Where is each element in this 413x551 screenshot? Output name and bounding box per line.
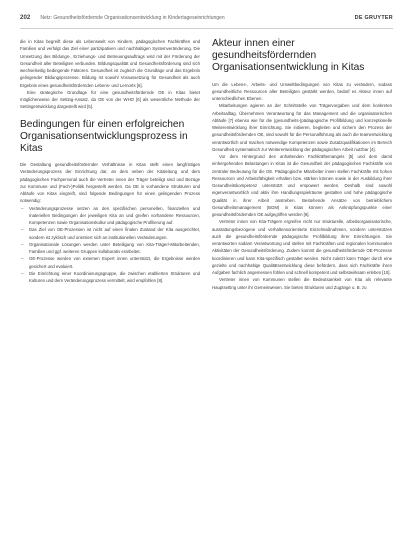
paragraph: Eine strategische Grundlage für eine gesundheitsfördernde OE in Kitas bietet möglicherweise der Setting-Ansatz, da OE von der WHO [6] als wesentliche Methode der Settingentwicklung dargestellt wird [5].	[20, 89, 200, 110]
list-item: – Organisationale Lösungen werden unter Beteiligung von Kita-Träger/-Mitarbeitenden, Familien und ggf. weiteren Gruppen kollaborativ erarbeitet.	[20, 241, 200, 256]
publisher-logo: DE GRUYTER	[354, 15, 393, 21]
paragraph: Vertreter innen von Kita-Trägern ergreifen nicht nur strukturelle, arbeitsorganisatorische, ausstattungsbezogene und verhaltensorientierte Einzelmaßnahmen, sondern unterstützen auch die gesundheitsfördernde pädagogische Profilbildung ihrer Einrichtungen. Sie verantworten sodann Verantwortung und stellen mit Fachkräften und regionalen kommunalen Aktivitäten der Gesundheitsförderung. Zudem kommt die gesundheitsfördernde OE-Prozesse koordinieren und kann Kita-spezifisch gestaltet werden. Nicht zuletzt kann Träger durch eine gezielte und nachhaltige Qualitätsentwicklung diese befördern, dass sich Fachkräfte ihren Aufgaben fachlich angemessen fühlen und schnell kompetent und selbstwirksam erleben [10].	[212, 219, 392, 276]
list-item: – Das Ziel von OE-Prozessen ist nicht auf einen finalen Zustand der Kita ausgerichtet, sondern ist zyklisch und orientiert sich an institutionellen Veränderungen.	[20, 226, 200, 241]
paragraph: Vor dem Hintergrund des anhaltenden Fachkräftemangels [5] und dem damit einhergehenden Belastungen in Kitas ist die Gesundheit der pädagogischen Fachkräfte von zentraler Bedeutung für die OE. Pädagogische Mitarbeiter innen stellen Fachkräfte mit hohen Ressourcen und Arbeitsfähigkeit erhalten bzw. stärken können sowie in der Ausbildung ihrer Gesundheitskompetenz unterstützt und empowert werden. Deshalb sind sowohl eigenverantwortlich und aktiv ihre Handlungsspielräume gestalten und hohe pädagogische Qualität in ihrer Arbeit anstreben. Bestehende Ansätze von betrieblichem Gesundheitsmanagement (BGM) in Kitas können als Anknüpfungspunkte einer gesundheitsfördernden OE aufgegriffen werden [9].	[212, 154, 392, 218]
list-item: – Die Einrichtung einer Koordinierungsgruppe, die zwischen etablierten Strukturen und Kulturen und dem Veränderungsprozess vermittelt, wird empfohlen [8].	[20, 270, 200, 285]
paragraph: die in Kitas begreift diese als Lebenswelt von Kindern, pädagogischen Fachkräften und Familien und verfolgt das Ziel einer partizipativen und nachhaltigen Systemveränderung. Die Umsetzung des Bildungs-, Erziehungs- und Betreuungsauftrags wird mit der Förderung der Gesundheit aller Beteiligten verbunden. Bildungsqualität und Gesundheitsförderung sind sich wechselseitig bedingende Faktoren. Gesundheit ist zugleich die Grundlage und das Ergebnis gelingender Bildungsprozesse. Bildung ist sowohl Voraussetzung für Gesundheit als auch Ergebnis eines gesundheitsfördernden Lebens- und Lernorts [6].	[20, 39, 200, 88]
list-item: – OE-Prozesse werden von externen Expert innen unterstützt, die Ergebnisse werden gesichert und evaluiert.	[20, 255, 200, 270]
section-heading: Akteur innen einer gesundheitsfördernden Organisationsentwicklung in Kitas	[212, 38, 365, 74]
paragraph: Mitarbeitungen agieren an der Schnittstelle von Trägervorgaben und dem konkreten Arbeitsalltag. Übernehmen Verantwortung für das Management und die organisatorischen Abläufe [7] ebenso wie für die (gesundheits-)pädagogische Profilbildung und konzeptionelle Weiterentwicklung ihrer Einrichtung. Sie initiieren, begleiten und sichern den Prozess der gesundheitsfördernden OE, sind sowohl für die Personalführung als auch die teamentwicklung verantwortlich und machen notwendige Kompetenzen sowie Zusatzqualifikationen im Bereich Gesundheit systematisch zur Weiterentwicklung der pädagogischen Arbeit nutzbar [4].	[212, 103, 392, 152]
section-heading: Bedingungen für einen erfolgreichen Organisationsentwicklungsprozess in Kitas	[20, 118, 188, 154]
body-columns	[20, 38, 393, 291]
running-header	[20, 14, 393, 29]
page-number: 202	[20, 14, 31, 21]
left-column	[20, 38, 200, 291]
paragraph: Um die Lebens-, Arbeits- und Umweltbedingungen von Kitas zu verändern, sodass gesundheitliche Ressourcen aller Beteiligten gestärkt werden, bedarf es Akteur innen auf unterschiedlichen Ebenen.	[212, 81, 392, 102]
list-item: – Veränderungsprozesse setzen an den spezifischen personellen, finanziellen und materiellen Bedingungen der jeweiligen Kita an und greifen vorhandene Ressourcen, Kompetenzen sowie Organisationskultur und pädagogische Profilierung auf.	[20, 205, 200, 227]
right-column	[212, 38, 392, 291]
running-title: Netz: Gesundheitsfördernde Organisationsentwicklung in Kindertageseinrichtungen	[40, 15, 225, 21]
paragraph: Die Gestaltung gesundheitsfördernder Verhältnisse in Kitas stellt einen langfristigen Veränderungsprozess der Einrichtung dar, an dem neben der Kitaleitung und dem pädagogischen Fachpersonal auch die Vertreter innen der Träger beteiligt sind und Bezüge zur Kommune und (Fach-)Politik hergestellt werden. Da OE in vorhandene Strukturen und Abläufe von Kitas eingreift, sind folgende Bedingungen für einen gelingenden Prozess notwendig:	[20, 162, 200, 204]
paragraph: Vertreter innen von Kommunen stellen die Bedeutsamkeit von Kita als relevante Hauptsetting unter ihr Gemeinwesen. Sie bieten Strukturen und Zugänge u. B. zu	[212, 277, 392, 290]
bullet-list	[20, 205, 200, 285]
